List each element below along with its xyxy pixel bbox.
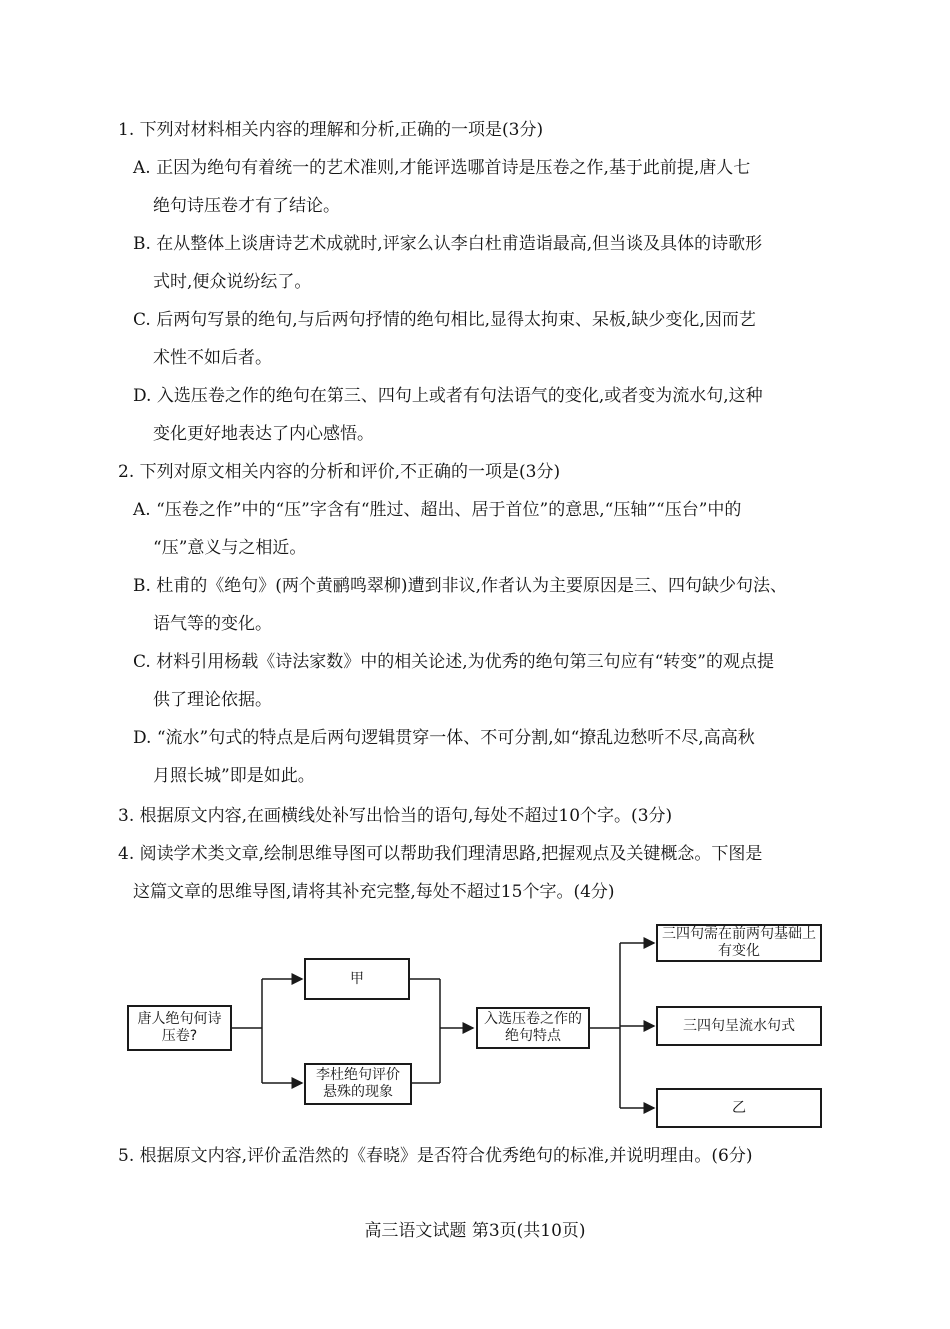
mindmap-jia-box: 甲: [304, 958, 410, 1000]
q1-option-a-line1: A. 正因为绝句有着统一的艺术准则,才能评选哪首诗是压卷之作,基于此前提,唐人七: [133, 158, 751, 178]
q2-option-b-line1: B. 杜甫的《绝句》(两个黄鹂鸣翠柳)遭到非议,作者认为主要原因是三、四句缺少句法、: [133, 576, 787, 596]
q1-option-c-line1: C. 后两句写景的绝句,与后两句抒情的绝句相比,显得太拘束、呆板,缺少变化,因而艺: [133, 310, 756, 330]
q2-option-d-line1: D. “流水”句式的特点是后两句逻辑贯穿一体、不可分割,如“撩乱边愁听不尽,高高秋: [133, 728, 755, 748]
mindmap-root-box: 唐人绝句何诗压卷?: [127, 1005, 232, 1051]
q2-option-b-line2: 语气等的变化。: [153, 614, 272, 634]
q1-option-b-line2: 式时,便众说纷纭了。: [153, 272, 312, 292]
q2-stem: 2. 下列对原文相关内容的分析和评价,不正确的一项是(3分): [118, 462, 561, 482]
q2-option-c-line2: 供了理论依据。: [153, 690, 272, 710]
q2-option-a-line2: “压”意义与之相近。: [153, 538, 307, 558]
q2-option-a-line1: A. “压卷之作”中的“压”字含有“胜过、超出、居于首位”的意思,“压轴”“压台”中的: [133, 500, 742, 520]
mindmap-li-du-box: 李杜绝句评价悬殊的现象: [304, 1063, 412, 1105]
mindmap-yi-box: 乙: [656, 1088, 822, 1128]
mindmap-r2-box: 三四句呈流水句式: [656, 1006, 822, 1046]
mindmap-center-box: 入选压卷之作的绝句特点: [476, 1007, 590, 1049]
q5-stem: 5. 根据原文内容,评价孟浩然的《春晓》是否符合优秀绝句的标准,并说明理由。(6分): [118, 1146, 753, 1166]
q2-option-c-line1: C. 材料引用杨载《诗法家数》中的相关论述,为优秀的绝句第三句应有“转变”的观点提: [133, 652, 774, 672]
q4-stem-line2: 这篇文章的思维导图,请将其补充完整,每处不超过15个字。(4分): [133, 882, 615, 902]
mindmap-r1-box: 三四句需在前两句基础上有变化: [656, 924, 822, 962]
q1-option-b-line1: B. 在从整体上谈唐诗艺术成就时,评家么认李白杜甫造诣最高,但当谈及具体的诗歌形: [133, 234, 763, 254]
q3-stem: 3. 根据原文内容,在画横线处补写出恰当的语句,每处不超过10个字。(3分): [118, 806, 673, 826]
q1-option-d-line2: 变化更好地表达了内心感悟。: [153, 424, 374, 444]
q1-stem: 1. 下列对材料相关内容的理解和分析,正确的一项是(3分): [118, 120, 544, 140]
q4-stem-line1: 4. 阅读学术类文章,绘制思维导图可以帮助我们理清思路,把握观点及关键概念。下图是: [118, 844, 763, 864]
page-footer: 高三语文试题 第3页(共10页): [364, 1221, 586, 1241]
q1-option-d-line1: D. 入选压卷之作的绝句在第三、四句上或者有句法语气的变化,或者变为流水句,这种: [133, 386, 763, 406]
q1-option-c-line2: 术性不如后者。: [153, 348, 272, 368]
q2-option-d-line2: 月照长城”即是如此。: [153, 766, 315, 786]
q1-option-a-line2: 绝句诗压卷才有了结论。: [153, 196, 340, 216]
